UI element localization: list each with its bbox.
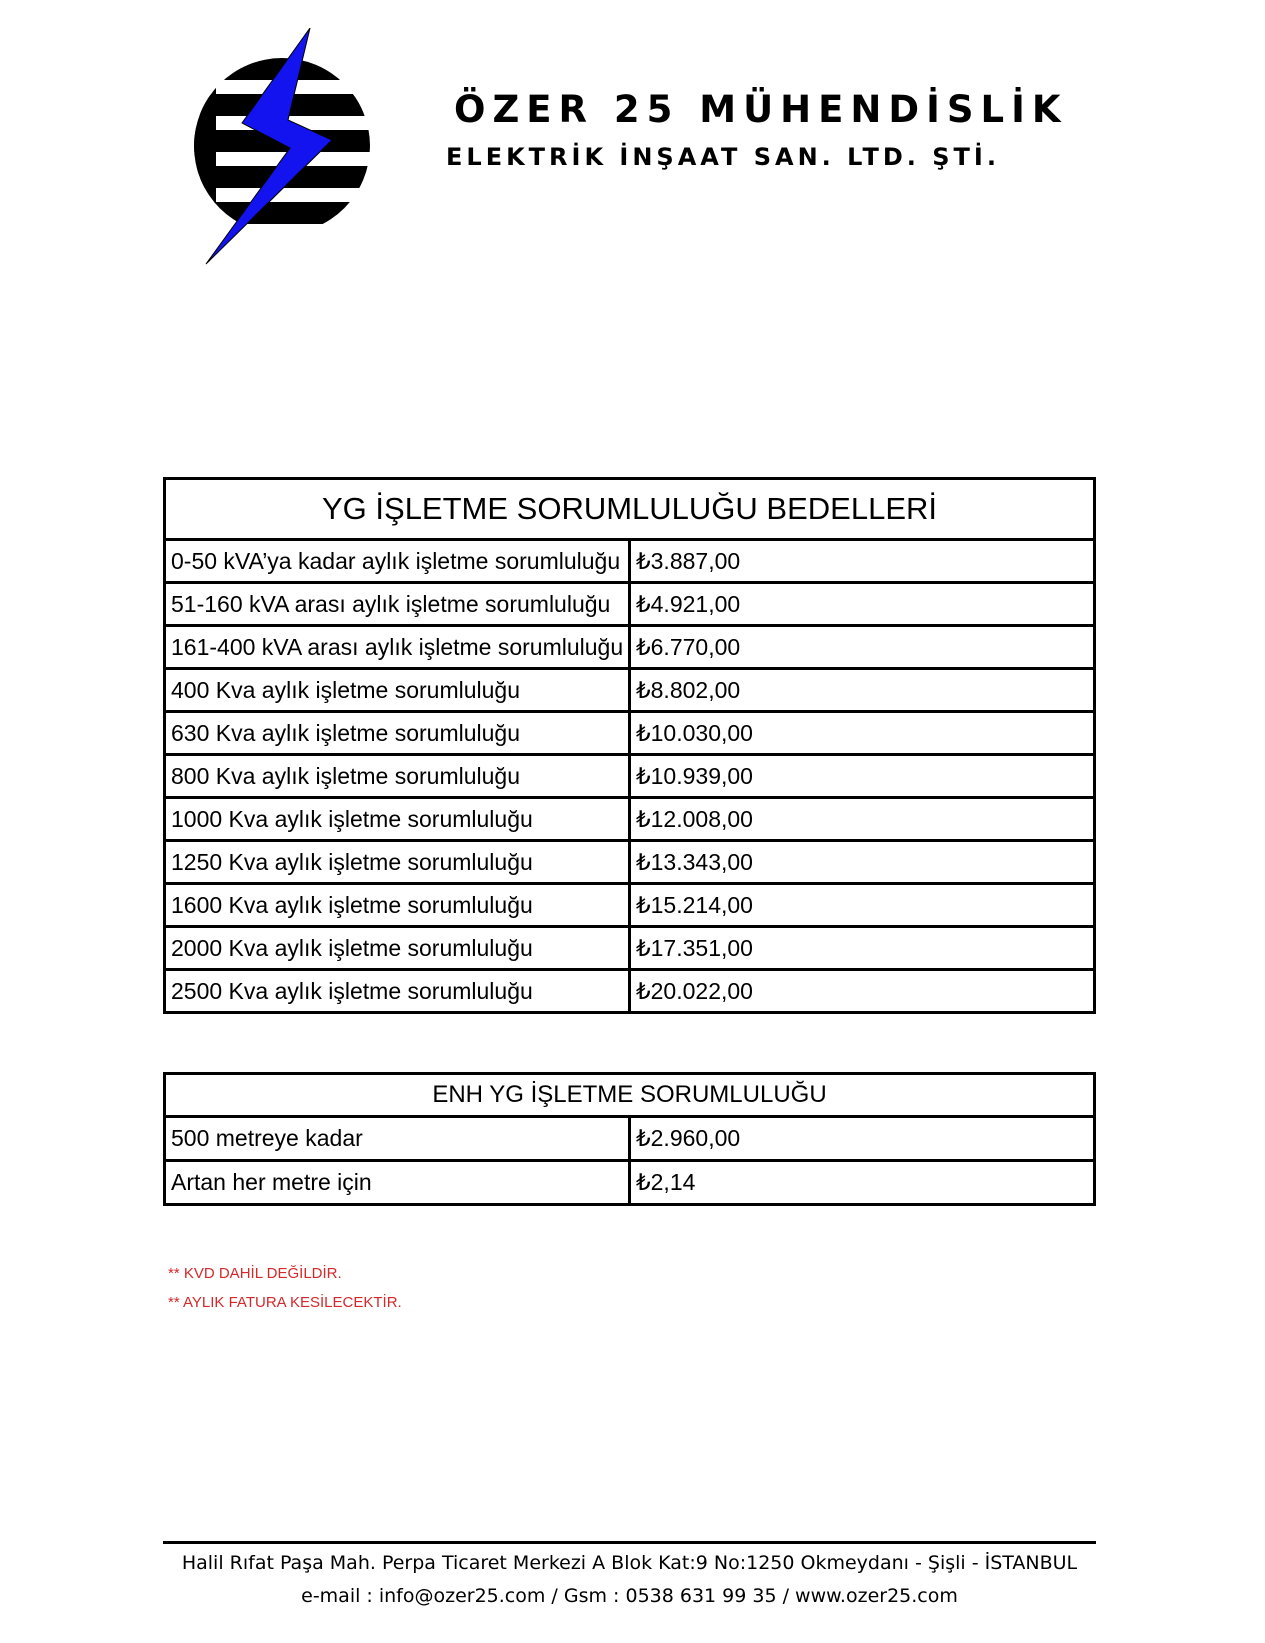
table-row xyxy=(165,626,1095,669)
row-price: ₺6.770,00 xyxy=(630,626,1095,669)
row-description: 500 metreye kadar xyxy=(165,1117,630,1161)
row-description: 161-400 kVA arası aylık işletme sorumluluğu xyxy=(165,626,630,669)
note-line: ** KVD DAHİL DEĞİLDİR. xyxy=(168,1265,342,1282)
table-title: YG İŞLETME SORUMLULUĞU BEDELLERİ xyxy=(165,479,1095,540)
table-title: ENH YG İŞLETME SORUMLULUĞU xyxy=(165,1074,1095,1117)
table-row xyxy=(165,1161,1095,1205)
row-description: 630 Kva aylık işletme sorumluluğu xyxy=(165,712,630,755)
row-description: 2000 Kva aylık işletme sorumluluğu xyxy=(165,927,630,970)
footer-address: Halil Rıfat Paşa Mah. Perpa Ticaret Merkezi A Blok Kat:9 No:1250 Okmeydanı - Şişli - İSTANBUL xyxy=(181,1552,1078,1574)
row-description: 0-50 kVA’ya kadar aylık işletme sorumluluğu xyxy=(165,540,630,583)
row-price: ₺17.351,00 xyxy=(630,927,1095,970)
table-row xyxy=(165,669,1095,712)
table-row xyxy=(165,540,1095,583)
notes xyxy=(168,1259,402,1317)
table-row xyxy=(165,970,1095,1013)
footer-divider xyxy=(163,1541,1096,1544)
company-logo xyxy=(190,28,375,278)
row-price: ₺2.960,00 xyxy=(630,1117,1095,1161)
row-price: ₺2,14 xyxy=(630,1161,1095,1205)
yg-fee-table xyxy=(163,477,1096,1014)
row-description: Artan her metre için xyxy=(165,1161,630,1205)
row-description: 1000 Kva aylık işletme sorumluluğu xyxy=(165,798,630,841)
row-price: ₺12.008,00 xyxy=(630,798,1095,841)
enh-fee-table xyxy=(163,1072,1096,1206)
row-price: ₺3.887,00 xyxy=(630,540,1095,583)
row-price: ₺15.214,00 xyxy=(630,884,1095,927)
row-price: ₺10.939,00 xyxy=(630,755,1095,798)
row-description: 800 Kva aylık işletme sorumluluğu xyxy=(165,755,630,798)
table-row xyxy=(165,712,1095,755)
row-price: ₺8.802,00 xyxy=(630,669,1095,712)
table-row xyxy=(165,583,1095,626)
row-price: ₺13.343,00 xyxy=(630,841,1095,884)
row-description: 1600 Kva aylık işletme sorumluluğu xyxy=(165,884,630,927)
row-description: 2500 Kva aylık işletme sorumluluğu xyxy=(165,970,630,1013)
table-row xyxy=(165,755,1095,798)
company-subtitle: ELEKTRİK İNŞAAT SAN. LTD. ŞTİ. xyxy=(446,143,1000,171)
table-row xyxy=(165,798,1095,841)
table-row xyxy=(165,841,1095,884)
row-price: ₺20.022,00 xyxy=(630,970,1095,1013)
company-name: ÖZER 25 MÜHENDİSLİK xyxy=(454,88,1068,131)
table-row xyxy=(165,884,1095,927)
row-price: ₺4.921,00 xyxy=(630,583,1095,626)
row-description: 51-160 kVA arası aylık işletme sorumluluğu xyxy=(165,583,630,626)
footer-contact: e-mail : info@ozer25.com / Gsm : 0538 631 99 35 / www.ozer25.com xyxy=(301,1585,958,1607)
row-description: 400 Kva aylık işletme sorumluluğu xyxy=(165,669,630,712)
table-row xyxy=(165,1117,1095,1161)
row-price: ₺10.030,00 xyxy=(630,712,1095,755)
row-description: 1250 Kva aylık işletme sorumluluğu xyxy=(165,841,630,884)
note-line: ** AYLIK FATURA KESİLECEKTİR. xyxy=(168,1294,402,1311)
table-row xyxy=(165,927,1095,970)
